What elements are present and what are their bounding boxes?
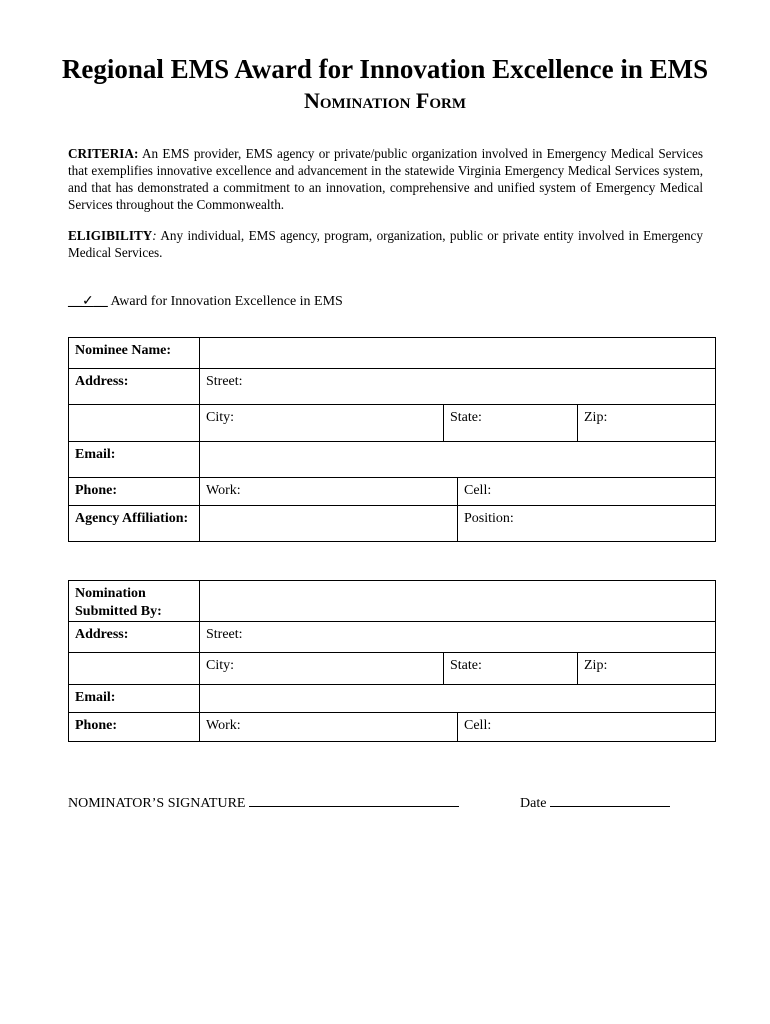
submitter-address-blank (69, 653, 200, 685)
nominee-agency-row (69, 506, 716, 542)
nominee-name-row (69, 338, 716, 369)
street-label: Street: (206, 627, 243, 642)
criteria-text: An EMS provider, EMS agency or private/public organization involved in Emergency Medical Services that exemplifies innovative excellence and advancement in the statewide Virginia Emergency Medical Services system, and that has demonstrated a commitment to an innovation, comprehensive and unified system of Emergency Medical Services throughout the Commonwealth. (68, 146, 703, 212)
nominee-table (68, 337, 716, 542)
nominee-phone-row (69, 478, 716, 506)
signature-field[interactable] (249, 792, 459, 807)
form-subtitle: Nomination Form (303, 88, 467, 113)
date-field[interactable] (550, 792, 670, 807)
eligibility-label: ELIGIBILITY (68, 228, 153, 243)
nominee-street-row (69, 369, 716, 405)
state-label: State: (450, 658, 482, 673)
submitter-cell-phone-field[interactable] (458, 713, 716, 742)
submitter-name-row (69, 581, 716, 622)
nominee-agency-label: Agency Affiliation: (69, 506, 200, 542)
form-title: Regional EMS Award for Innovation Excellence in EMS (61, 54, 709, 84)
eligibility-text: Any individual, EMS agency, program, organization, public or private entity involved in Emergency Medical Services. (68, 228, 703, 260)
nominee-phone-label: Phone: (69, 478, 200, 506)
eligibility-colon: : (152, 228, 157, 243)
cell-label: Cell: (464, 483, 492, 498)
submitter-name-field[interactable] (200, 581, 716, 622)
zip-label: Zip: (584, 658, 608, 673)
submitter-zip-field[interactable] (578, 653, 716, 685)
nominee-street-field[interactable] (200, 369, 716, 405)
nominee-name-field[interactable] (200, 338, 716, 369)
submitter-phone-row (69, 713, 716, 742)
submitter-city-row (69, 653, 716, 685)
check-mark-icon: ✓ (82, 294, 94, 309)
award-check-line (68, 292, 343, 312)
submitter-street-row (69, 622, 716, 653)
nominee-email-field[interactable] (200, 442, 716, 478)
signature-label: NOMINATOR’S SIGNATURE (68, 796, 246, 811)
nominee-city-row (69, 405, 716, 442)
submitter-email-label: Email: (69, 685, 200, 713)
submitter-email-field[interactable] (200, 685, 716, 713)
nominee-state-field[interactable] (444, 405, 578, 442)
nominee-zip-field[interactable] (578, 405, 716, 442)
award-label: Award for Innovation Excellence in EMS (110, 294, 343, 309)
submitter-street-field[interactable] (200, 622, 716, 653)
submitter-phone-label: Phone: (69, 713, 200, 742)
eligibility-paragraph (68, 227, 703, 261)
state-label: State: (450, 410, 482, 425)
nominee-work-phone-field[interactable] (200, 478, 458, 506)
date-line (520, 792, 670, 813)
nominee-address-blank (69, 405, 200, 442)
criteria-label: CRITERIA: (68, 146, 139, 161)
city-label: City: (206, 658, 235, 673)
submitter-city-field[interactable] (200, 653, 444, 685)
signature-line (68, 792, 459, 813)
date-label: Date (520, 796, 547, 811)
nominee-agency-field[interactable] (200, 506, 458, 542)
cell-label: Cell: (464, 718, 492, 733)
zip-label: Zip: (584, 410, 608, 425)
submitter-address-label: Address: (69, 622, 200, 653)
nominee-name-label: Nominee Name: (69, 338, 200, 369)
nominee-cell-phone-field[interactable] (458, 478, 716, 506)
nominee-address-label: Address: (69, 369, 200, 405)
award-checkbox[interactable]: __✓__ (68, 294, 108, 309)
submitter-state-field[interactable] (444, 653, 578, 685)
nominee-email-row (69, 442, 716, 478)
submitter-email-row (69, 685, 716, 713)
city-label: City: (206, 410, 235, 425)
work-label: Work: (206, 483, 241, 498)
nominee-email-label: Email: (69, 442, 200, 478)
criteria-paragraph (68, 145, 703, 213)
nominee-position-field[interactable] (458, 506, 716, 542)
submitter-table (68, 580, 716, 742)
nominee-city-field[interactable] (200, 405, 444, 442)
submitter-work-phone-field[interactable] (200, 713, 458, 742)
position-label: Position: (464, 511, 514, 526)
submitted-by-label: Nomination Submitted By: (69, 581, 200, 622)
work-label: Work: (206, 718, 241, 733)
street-label: Street: (206, 374, 243, 389)
